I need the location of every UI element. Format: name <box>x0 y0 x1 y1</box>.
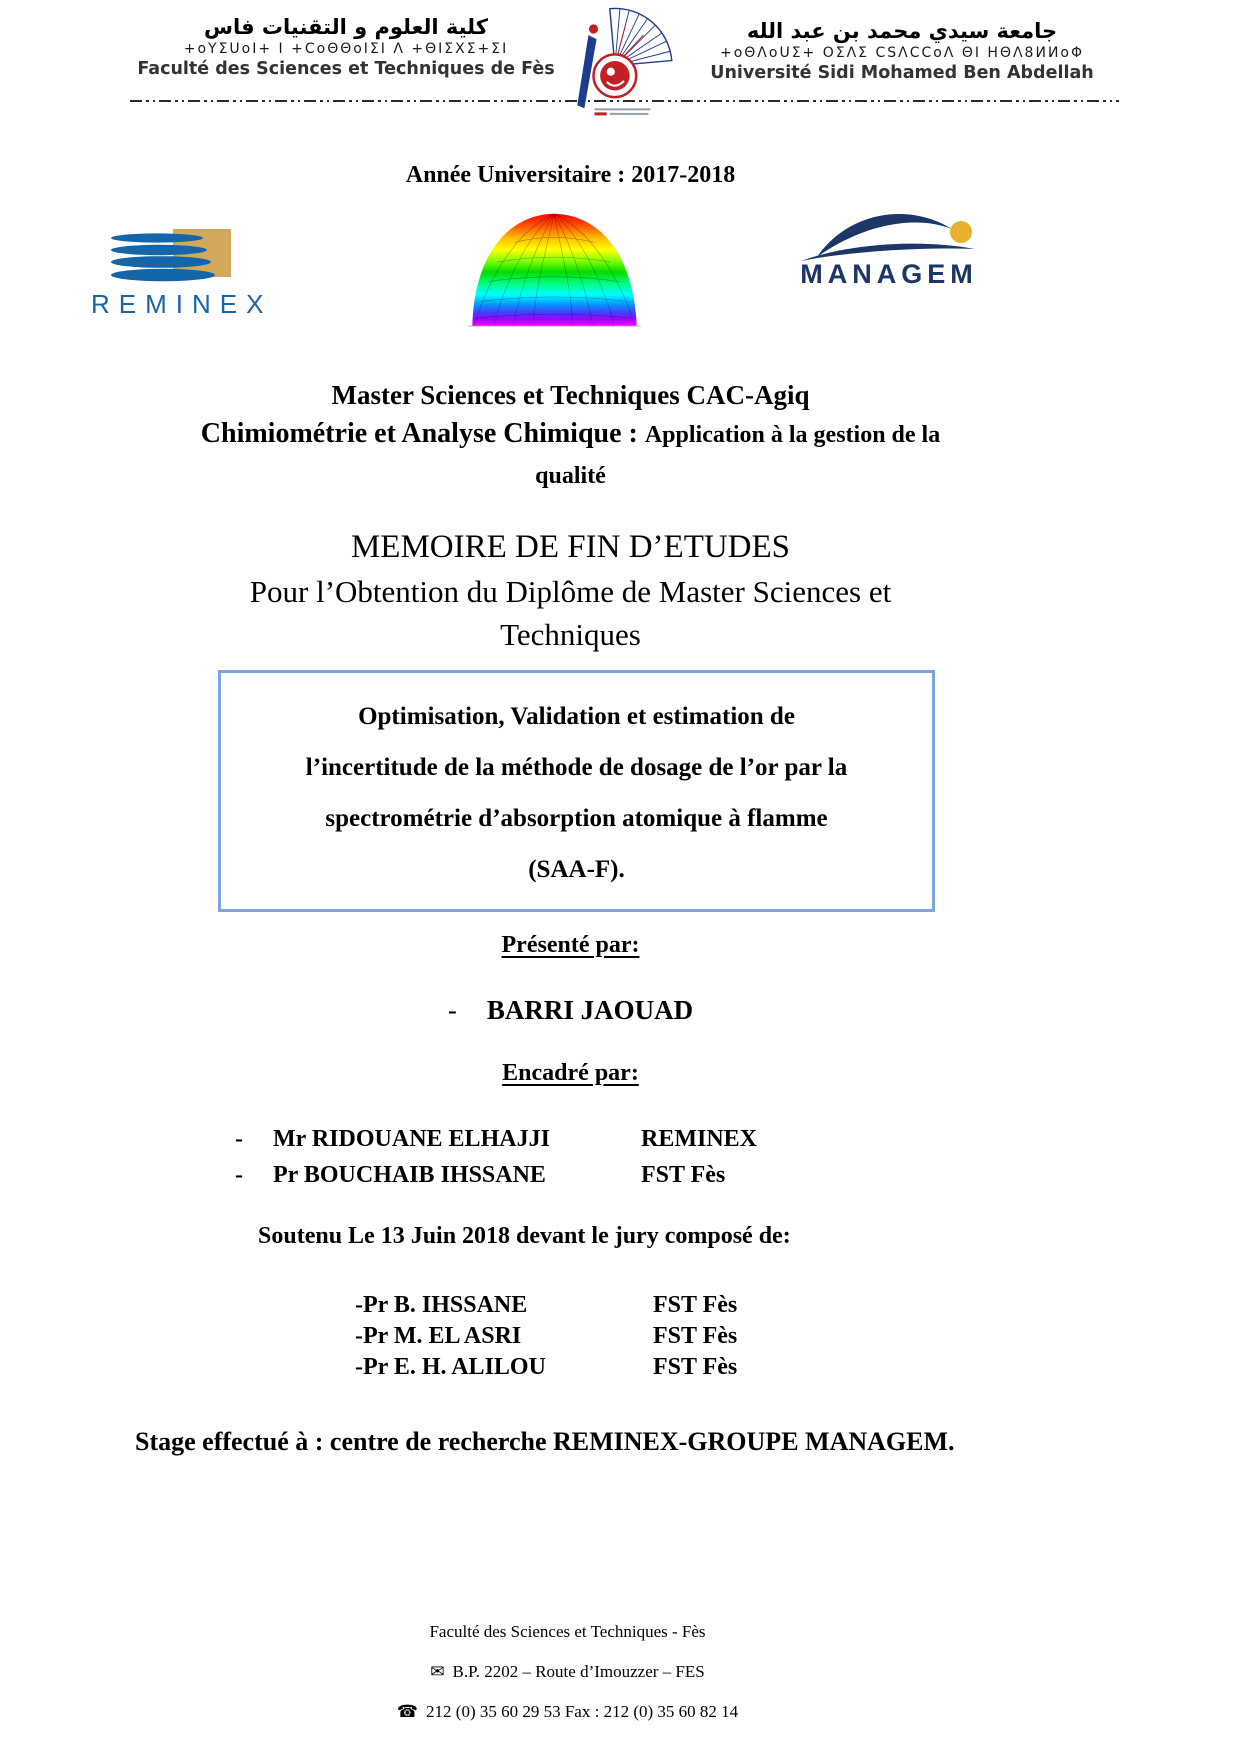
footer-institution: Faculté des Sciences et Techniques - Fès <box>429 1622 706 1641</box>
defense-intro: Soutenu Le 13 Juin 2018 devant le jury composé de: <box>258 1223 791 1249</box>
memoire-line3: Techniques <box>500 617 641 652</box>
telephone-icon: ☎ <box>396 1702 419 1722</box>
jury-member-affiliation: FST Fès <box>653 1292 738 1318</box>
author-name: BARRI JAOUAD <box>486 995 694 1025</box>
jury-member-affiliation: FST Fès <box>653 1354 738 1380</box>
faculty-name-tifinagh: +oYΣUoI+ I +CoΘΘoIΣI Λ +ΘIΣXΣ+ΣI <box>183 41 509 57</box>
supervisor-row <box>235 1157 1141 1193</box>
thesis-title-line4: (SAA-F). <box>528 856 625 883</box>
footer-address-row <box>0 1662 1135 1682</box>
supervisor-affiliation: FST Fès <box>641 1162 726 1188</box>
page-footer <box>0 1622 1135 1742</box>
jury-row <box>355 1290 1141 1321</box>
managem-sun-icon <box>950 221 972 243</box>
response-surface-plot <box>460 201 648 329</box>
institution-header <box>0 0 1241 130</box>
supervised-by-heading: Encadré par: <box>502 1060 639 1086</box>
cover-content <box>0 162 1241 1457</box>
jury-row <box>355 1352 1141 1383</box>
managem-wordmark: MANAGEM <box>800 259 978 289</box>
supervisor-affiliation: REMINEX <box>641 1126 758 1152</box>
thesis-title-line3: spectrométrie d’absorption atomique à flamme <box>325 805 828 832</box>
reminex-logo <box>85 229 273 320</box>
reminex-wordmark: REMINEX <box>91 289 273 319</box>
supervisors-list <box>235 1121 1141 1193</box>
author-dash: - <box>447 995 457 1025</box>
program-subtitle-wrap <box>0 457 1141 498</box>
program-title: Master Sciences et Techniques CAC-Agiq <box>331 380 810 410</box>
program-subtitle-tail: qualité <box>535 463 606 489</box>
presented-by-heading: Présenté par: <box>501 932 640 958</box>
university-name-arabic: جامعة سيدي محمد بن عبد الله <box>746 19 1058 43</box>
faculty-name-french: Faculté des Sciences et Techniques de Fès <box>137 59 555 79</box>
envelope-icon: ✉ <box>430 1662 445 1682</box>
thesis-title-box <box>218 670 935 912</box>
university-emblem-icon <box>562 0 684 118</box>
thesis-title-line1: Optimisation, Validation et estimation de <box>358 703 795 730</box>
university-name-french: Université Sidi Mohamed Ben Abdellah <box>710 63 1094 83</box>
program-subtitle-sub: Application à la gestion de la <box>644 422 941 448</box>
university-name-tifinagh: +oΘΛoUΣ+ ΟΣΛΣ CSΛCCoΛ ΘΙ ΗΘΛ8ИИoΦ <box>719 45 1084 61</box>
program-subtitle <box>0 414 1141 457</box>
faculty-name-arabic: كلية العلوم و التقنيات فاس <box>204 15 488 39</box>
jury-member-name: -Pr E. H. ALILOU <box>355 1354 546 1380</box>
internship-note: Stage effectué à : centre de recherche REMINEX-GROUPE MANAGEM. <box>135 1427 955 1456</box>
supervisor-dash: - <box>235 1162 243 1188</box>
supervisor-name: Mr RIDOUANE ELHAJJI <box>273 1126 550 1152</box>
reminex-mark-icon <box>85 229 255 287</box>
supervisor-dash: - <box>235 1126 243 1152</box>
memoire-line1: MEMOIRE DE FIN D’ETUDES <box>350 529 791 565</box>
supervisor-name: Pr BOUCHAIB IHSSANE <box>273 1162 546 1188</box>
supervisor-row <box>235 1121 1141 1157</box>
jury-member-affiliation: FST Fès <box>653 1323 738 1349</box>
footer-phone: 212 (0) 35 60 29 53 Fax : 212 (0) 35 60 82 14 <box>426 1702 739 1721</box>
footer-phone-row <box>0 1702 1135 1722</box>
footer-address: B.P. 2202 – Route d’Imouzzer – FES <box>452 1662 705 1681</box>
jury-row <box>355 1321 1141 1352</box>
jury-member-name: -Pr B. IHSSANE <box>355 1292 528 1318</box>
program-subtitle-main: Chimiométrie et Analyse Chimique : <box>200 418 645 449</box>
faculty-block <box>130 14 562 80</box>
jury-list <box>355 1290 1141 1383</box>
logos-row <box>0 201 1141 331</box>
memoire-line2: Pour l’Obtention du Diplôme de Master Sciences et <box>249 574 892 609</box>
academic-year: Année Universitaire : 2017-2018 <box>405 162 736 188</box>
memoire-heading <box>0 524 1141 656</box>
university-block <box>686 18 1118 84</box>
jury-member-name: -Pr M. EL ASRI <box>355 1323 522 1349</box>
thesis-title-line2: l’incertitude de la méthode de dosage de l’or par la <box>305 754 848 781</box>
author-name-row <box>0 995 1141 1026</box>
managem-mark-icon <box>789 201 989 263</box>
managem-logo <box>789 201 989 290</box>
